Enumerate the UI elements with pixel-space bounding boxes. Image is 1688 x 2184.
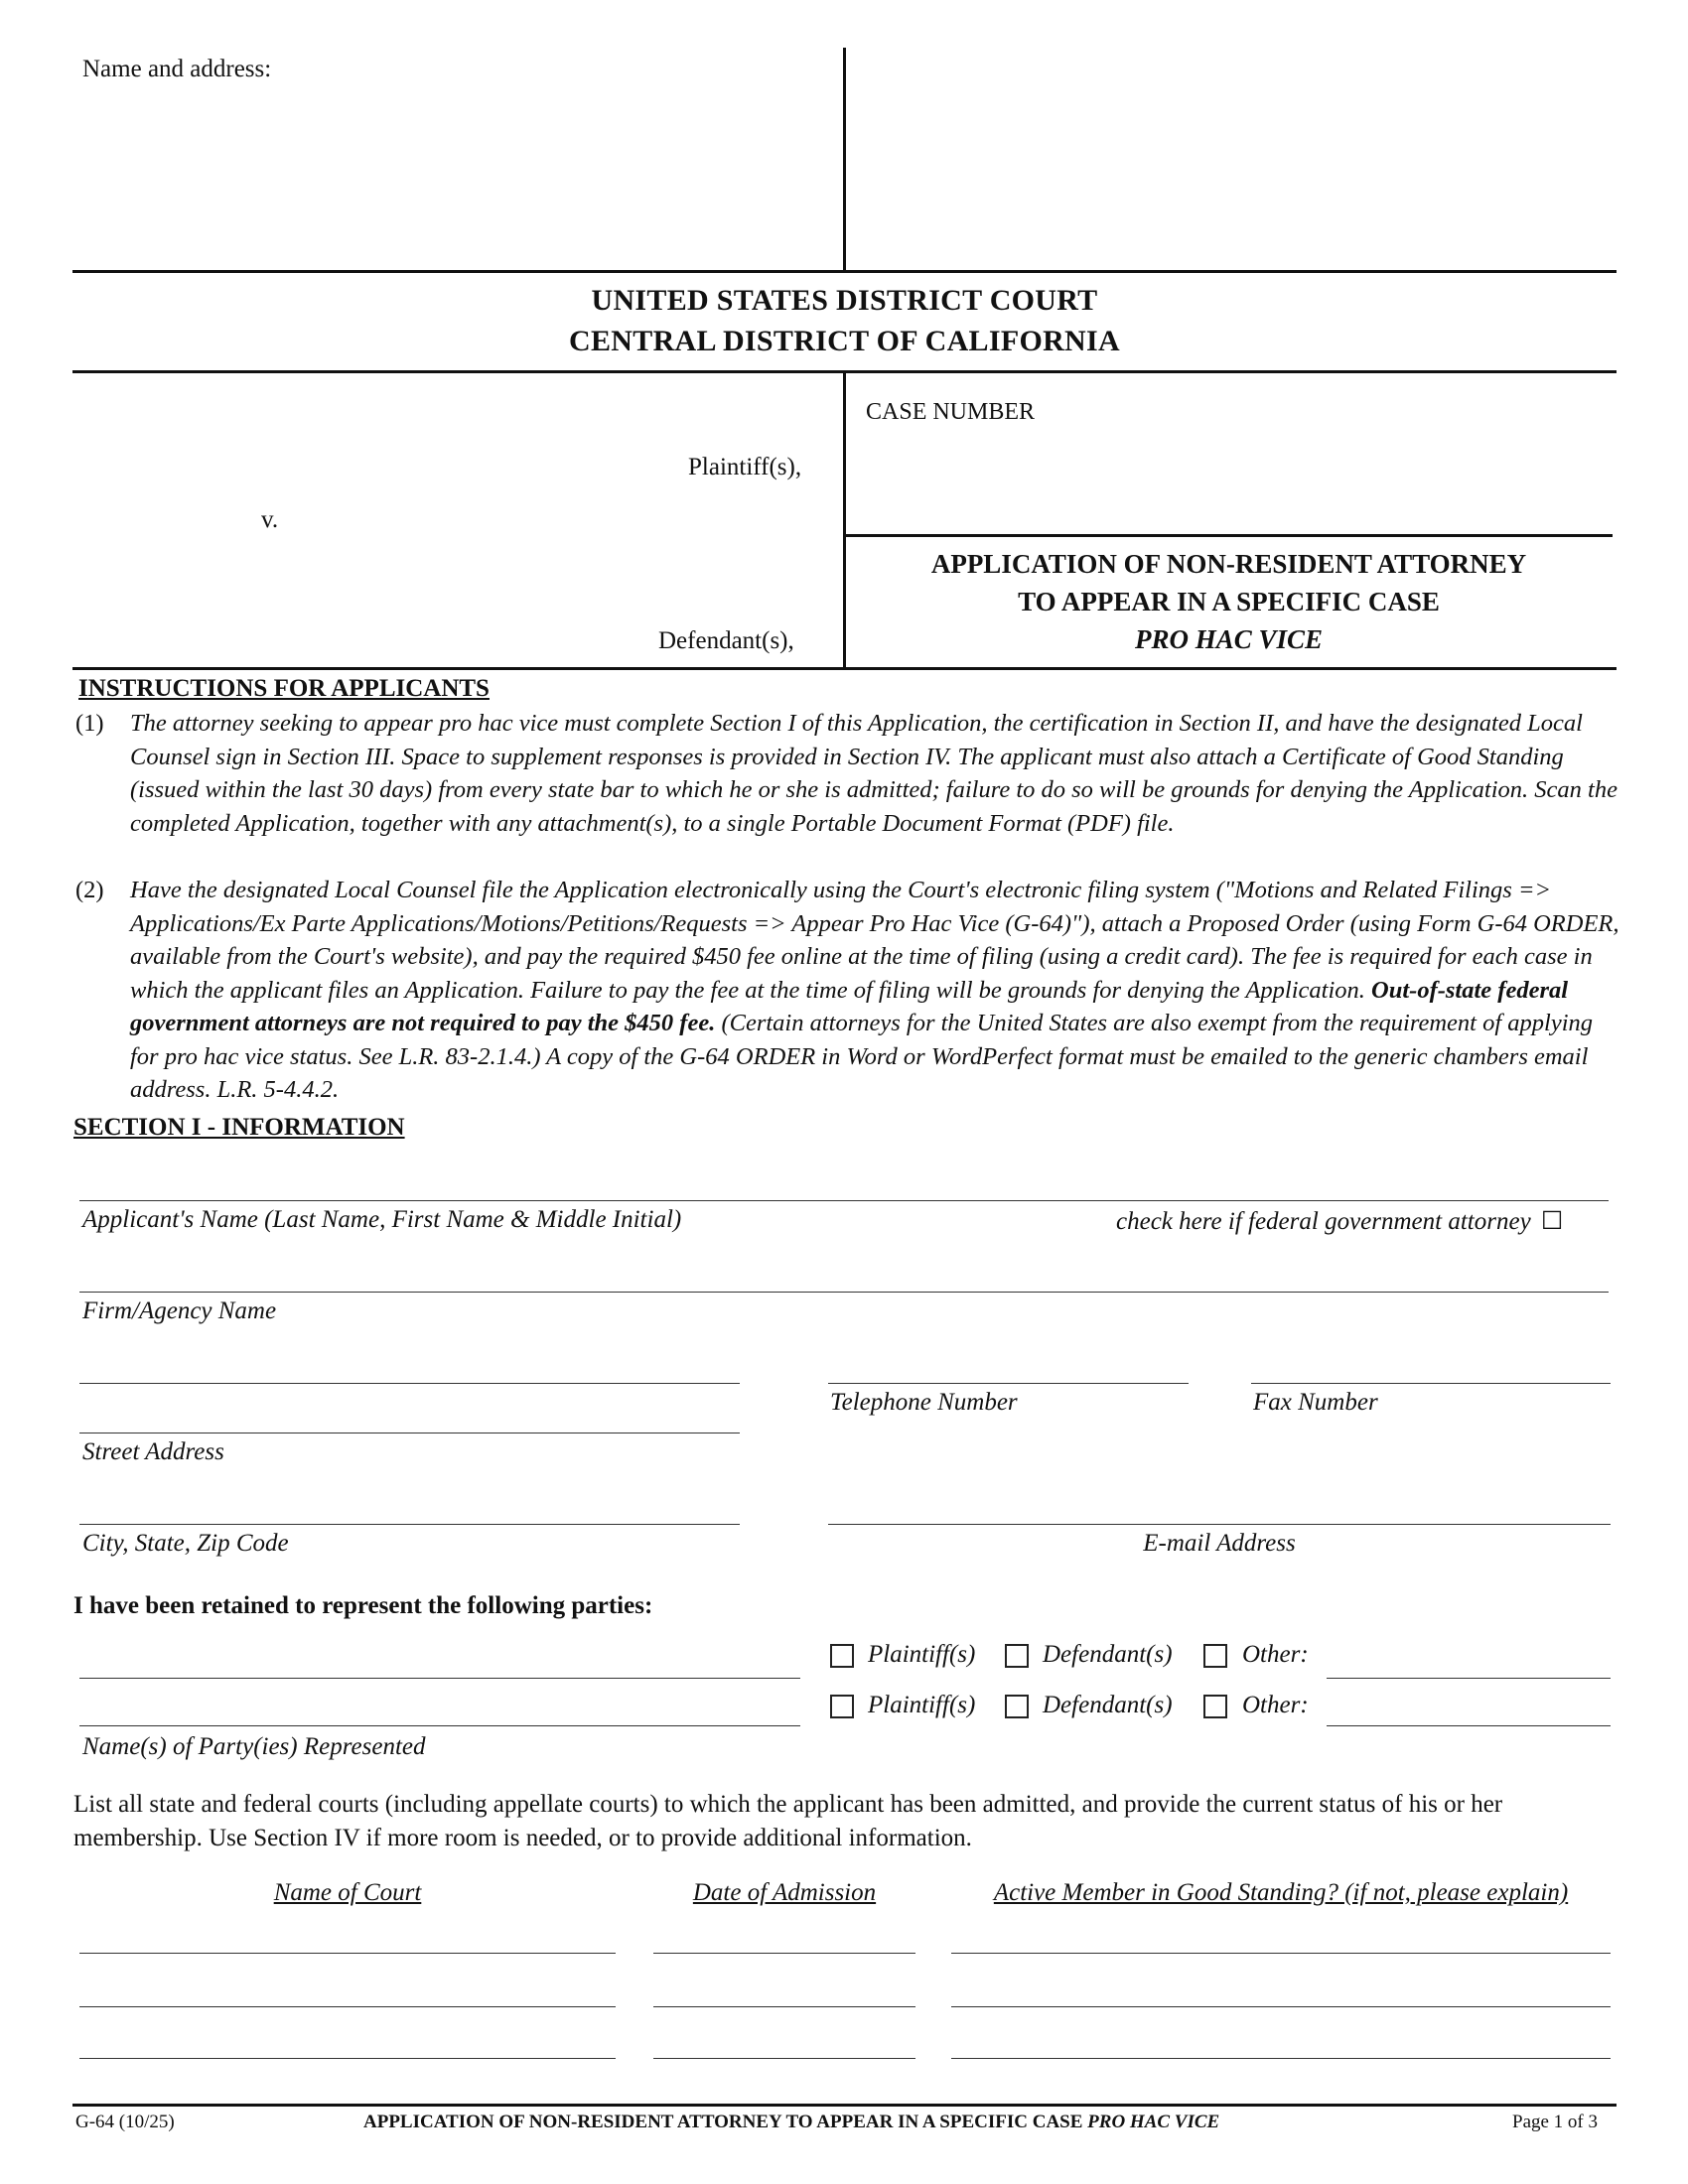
city-state-zip-label: City, State, Zip Code: [82, 1530, 289, 1557]
footer-page-number: Page 1 of 3: [1512, 2112, 1599, 2132]
email-label: E-mail Address: [1143, 1530, 1296, 1557]
city-state-zip-line[interactable]: [79, 1524, 740, 1525]
header-vertical-divider: [843, 48, 846, 272]
instruction-text-2c: (Certain attorneys for the United States are also exempt from the requirement of applying for pro hac vice status. See L.R. 83-2.1.4.) A copy of the G-64 ORDER in Word or WordPerfect format must be emailed to the generic chambers email address. L.R. 5-4.4.2.: [130, 1010, 1594, 1103]
other-checkbox-1[interactable]: [1203, 1644, 1227, 1668]
plaintiff-option-1: Plaintiff(s): [868, 1641, 976, 1668]
instructions-heading: INSTRUCTIONS FOR APPLICANTS: [78, 675, 490, 702]
form-title-line-3: PRO HAC VICE: [1134, 624, 1324, 654]
case-number-rule: [845, 534, 1613, 537]
col-name-of-court: Name of Court: [273, 1879, 422, 1906]
federal-attorney-check[interactable]: [1116, 1206, 1563, 1236]
footer-form-id: G-64 (10/25): [75, 2112, 175, 2132]
fax-line[interactable]: [1251, 1383, 1611, 1384]
footer-title-text: APPLICATION OF NON-RESIDENT ATTORNEY TO APPEAR IN A SPECIFIC CASE: [363, 2112, 1083, 2132]
telephone-line[interactable]: [828, 1383, 1189, 1384]
court-row-3-status[interactable]: [951, 2058, 1611, 2059]
plaintiff-checkbox-1[interactable]: [830, 1644, 854, 1668]
name-address-label: Name and address:: [82, 56, 272, 82]
section-1-heading: SECTION I - INFORMATION: [73, 1114, 405, 1141]
footer-title: [363, 2112, 1219, 2133]
footer-rule: [72, 2104, 1617, 2107]
defendant-checkbox-2[interactable]: [1005, 1695, 1029, 1718]
defendant-option-1: Defendant(s): [1043, 1641, 1173, 1668]
street-address-label: Street Address: [82, 1438, 224, 1465]
instruction-number-2: (2): [75, 877, 104, 903]
plaintiff-option-2: Plaintiff(s): [868, 1692, 976, 1718]
applicant-name-line[interactable]: [79, 1200, 1609, 1201]
instruction-text-2: [75, 874, 1624, 1107]
versus-label: v.: [261, 506, 279, 533]
firm-name-label: Firm/Agency Name: [82, 1297, 277, 1324]
parties-represented-label: Name(s) of Party(ies) Represented: [82, 1733, 426, 1760]
form-title-line-1: APPLICATION OF NON-RESIDENT ATTORNEY: [930, 549, 1527, 579]
court-row-1-date[interactable]: [653, 1953, 915, 1954]
defendant-option-2: Defendant(s): [1043, 1692, 1173, 1718]
court-row-1-status[interactable]: [951, 1953, 1611, 1954]
court-row-2-court[interactable]: [79, 2006, 616, 2007]
instruction-text-1: The attorney seeking to appear pro hac vice must complete Section I of this Application, the certification in Section II, and have the designated Local Counsel sign in Section III. Space to supplement responses is provided in Section IV. The applicant must also attach a Certificate of Good Standing (issued within the last 30 days) from every state bar to which he or she is admitted; failure to do so will be grounds for denying the Application. Scan the completed Application, together with any attachment(s), to a single Portable Document Format (PDF) file.: [130, 710, 1618, 837]
defendants-label: Defendant(s),: [658, 627, 794, 654]
retained-parties-label: I have been retained to represent the following parties:: [73, 1592, 653, 1619]
courts-instruction: List all state and federal courts (including appellate courts) to which the applicant has been admitted, and provide the current status of his or her membership. Use Section IV if more room is needed, or to provide additional information.: [73, 1791, 1503, 1851]
col-date-of-admission: Date of Admission: [692, 1879, 877, 1906]
plaintiffs-label: Plaintiff(s),: [688, 454, 802, 480]
caption-bottom-rule: [72, 667, 1617, 670]
firm-name-line[interactable]: [79, 1292, 1609, 1293]
instruction-number-1: (1): [75, 710, 104, 737]
form-title: [845, 545, 1613, 658]
header-rule: [72, 270, 1617, 273]
federal-attorney-checkbox[interactable]: ☐: [1540, 1208, 1564, 1235]
court-row-2-date[interactable]: [653, 2006, 915, 2007]
fax-label: Fax Number: [1253, 1389, 1378, 1416]
instruction-item-1: [75, 707, 1624, 840]
court-row-2-status[interactable]: [951, 2006, 1611, 2007]
other-line-2[interactable]: [1327, 1725, 1611, 1726]
federal-attorney-label: check here if federal government attorney: [1116, 1208, 1531, 1235]
court-row-3-court[interactable]: [79, 2058, 616, 2059]
court-name: [72, 280, 1617, 361]
email-line[interactable]: [828, 1524, 1611, 1525]
form-title-line-2: TO APPEAR IN A SPECIFIC CASE: [1018, 587, 1440, 616]
instruction-item-2: [75, 874, 1624, 1107]
plaintiff-checkbox-2[interactable]: [830, 1695, 854, 1718]
instruction-text-2-bold: Out-of-state federal government attorneys are not required to pay the $450 fee.: [130, 976, 1569, 1036]
defendant-checkbox-1[interactable]: [1005, 1644, 1029, 1668]
court-line-1: UNITED STATES DISTRICT COURT: [591, 284, 1098, 317]
applicant-name-label: Applicant's Name (Last Name, First Name & Middle Initial): [82, 1206, 682, 1233]
case-number-label: CASE NUMBER: [866, 399, 1036, 425]
col-good-standing: Active Member in Good Standing? (if not, please explain): [993, 1879, 1569, 1906]
street-address-line[interactable]: [79, 1383, 740, 1384]
other-option-1: Other:: [1242, 1641, 1309, 1668]
other-checkbox-2[interactable]: [1203, 1695, 1227, 1718]
court-row-1-court[interactable]: [79, 1953, 616, 1954]
party-name-line-2[interactable]: [79, 1725, 800, 1726]
case-number-field[interactable]: [846, 437, 1611, 532]
party-name-line-1[interactable]: [79, 1678, 800, 1679]
telephone-label: Telephone Number: [830, 1389, 1018, 1416]
other-line-1[interactable]: [1327, 1678, 1611, 1679]
instruction-text-2a: Have the designated Local Counsel file the Application electronically using the Court's electronic filing system ("Motions and Related Filings => Applications/Ex Parte Applications/Motions/Petitions/Requests => Appear Pro Hac Vice (G-64)"), attach a Proposed Order (using Form G-64 ORDER, available from the Court's website), and pay the required $450 fee online at the time of filing (using a credit card). The fee is required for each case in which the applicant files an Application. Failure to pay the fee at the time of filing will be grounds for denying the Application.: [130, 877, 1619, 1004]
court-row-3-date[interactable]: [653, 2058, 915, 2059]
other-option-2: Other:: [1242, 1692, 1309, 1718]
footer-title-italic: PRO HAC VICE: [1087, 2112, 1220, 2132]
court-line-2: CENTRAL DISTRICT OF CALIFORNIA: [569, 325, 1120, 357]
